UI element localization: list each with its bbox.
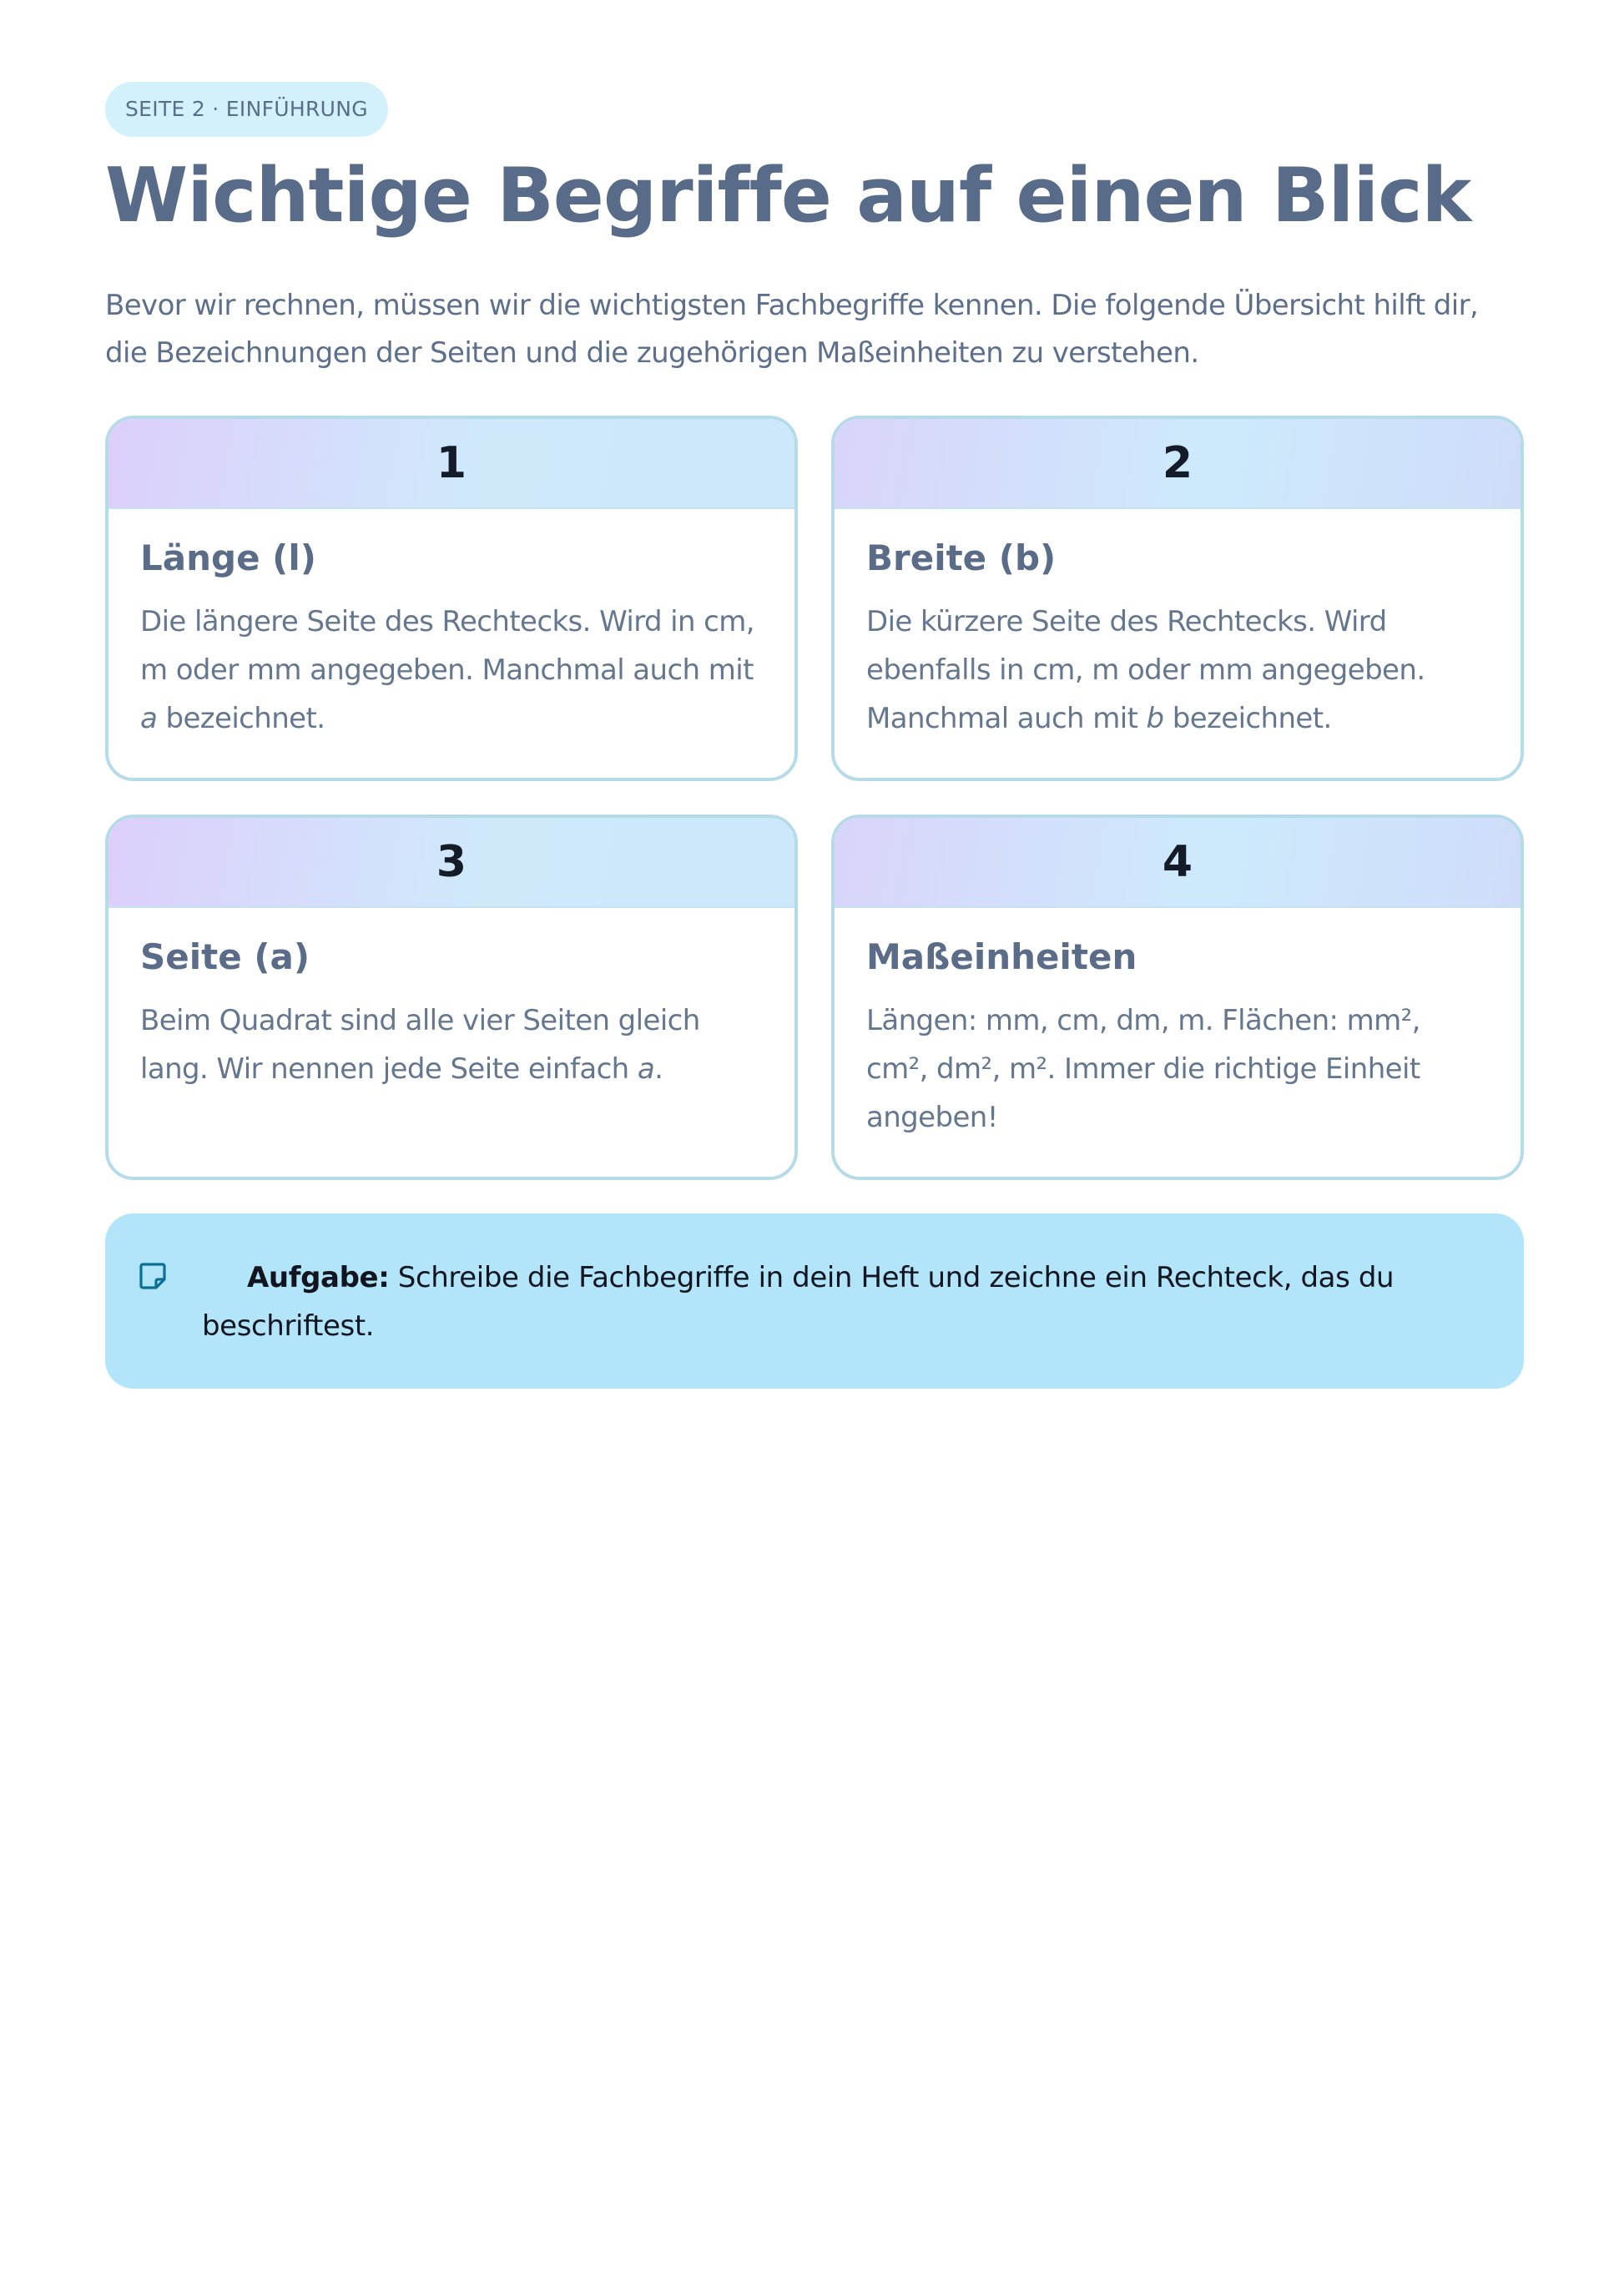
card-number: 2: [1162, 438, 1193, 488]
card-description: Die längere Seite des Rechtecks. Wird in cm, m oder mm angegeben. Manchmal auch mit a bezeichnet.: [140, 605, 754, 735]
page-section-badge: SEITE 2 · EINFÜHRUNG: [105, 82, 388, 137]
card-header: [108, 419, 794, 509]
card-body: [835, 509, 1521, 778]
note-icon: [139, 1262, 167, 1290]
term-card-units: [831, 815, 1524, 1180]
card-body: [108, 509, 794, 778]
term-card-side: [105, 815, 798, 1180]
card-body: [108, 908, 794, 1128]
card-header: [835, 419, 1521, 509]
card-description: Die kürzere Seite des Rechtecks. Wird ebenfalls in cm, m oder mm angegeben. Manchmal auch mit b bezeichnet.: [866, 605, 1425, 735]
card-description: Längen: mm, cm, dm, m. Flächen: mm², cm², dm², m². Immer die richtige Einheit angeben!: [866, 1004, 1420, 1134]
card-number: 1: [436, 438, 467, 488]
term-card-width: [831, 416, 1524, 781]
card-title: Seite (a): [140, 936, 310, 977]
card-number: 4: [1162, 837, 1193, 887]
card-header: [108, 818, 794, 908]
card-description: Beim Quadrat sind alle vier Seiten gleich lang. Wir nennen jede Seite einfach a.: [140, 1004, 700, 1086]
card-title: Breite (b): [866, 537, 1057, 578]
card-header: [835, 818, 1521, 908]
page-title: Wichtige Begriffe auf einen Blick: [105, 152, 1471, 240]
card-number: 3: [436, 837, 467, 887]
term-card-length: [105, 416, 798, 781]
task-callout: [105, 1213, 1524, 1389]
worksheet-page: [105, 82, 1524, 1389]
intro-paragraph: Bevor wir rechnen, müssen wir die wichtigsten Fachbegriffe kennen. Die folgende Übersicht hilft dir, die Bezeichnungen der Seiten und die zugehörigen Maßeinheiten zu verstehen.: [105, 289, 1479, 370]
card-body: [835, 908, 1521, 1177]
task-label: Aufgabe:: [247, 1261, 390, 1294]
card-title: Länge (l): [140, 537, 316, 578]
term-card-grid: [105, 416, 1524, 1180]
task-text: Schreibe die Fachbegriffe in dein Heft und zeichne ein Rechteck, das du beschriftest.: [202, 1261, 1395, 1343]
card-title: Maßeinheiten: [866, 936, 1137, 977]
